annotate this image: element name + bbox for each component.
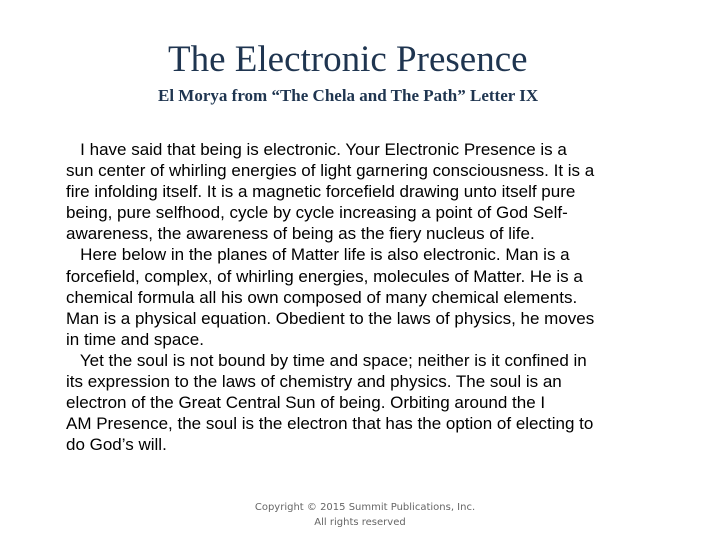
- body-line: AM Presence, the soul is the electron that has the option of electing to: [66, 414, 594, 434]
- rights-text: All rights reserved: [314, 517, 406, 528]
- body-line: Man is a physical equation. Obedient to the laws of physics, he moves: [66, 308, 595, 328]
- page-title: The Electronic Presence: [168, 39, 528, 80]
- body-line: Here below in the planes of Matter life is also electronic. Man is a: [66, 245, 570, 265]
- body-line: forcefield, complex, of whirling energies, molecules of Matter. He is a: [66, 266, 583, 286]
- body-line: in time and space.: [66, 329, 204, 349]
- footer: [0, 500, 720, 530]
- body-text: [66, 139, 636, 455]
- copyright-text: Copyright © 2015 Summit Publications, Inc.: [254, 502, 476, 513]
- body-line: do God’s will.: [66, 435, 167, 455]
- page-subtitle: El Morya from “The Chela and The Path” Letter IX: [158, 86, 539, 105]
- body-line: its expression to the laws of chemistry and physics. The soul is an: [66, 372, 562, 392]
- body-line: awareness, the awareness of being as the fiery nucleus of life.: [66, 224, 535, 244]
- body-line: fire infolding itself. It is a magnetic forcefield drawing unto itself pure: [66, 182, 576, 202]
- body-line: I have said that being is electronic. Your Electronic Presence is a: [66, 140, 567, 159]
- body-line: chemical formula all his own composed of many chemical elements.: [66, 287, 578, 307]
- body-line: sun center of whirling energies of light garnering consciousness. It is a: [66, 161, 595, 181]
- body-line: Yet the soul is not bound by time and space; neither is it confined in: [66, 350, 587, 370]
- body-line: electron of the Great Central Sun of being. Orbiting around the I: [66, 393, 546, 413]
- body-line: being, pure selfhood, cycle by cycle increasing a point of God Self-: [66, 203, 568, 223]
